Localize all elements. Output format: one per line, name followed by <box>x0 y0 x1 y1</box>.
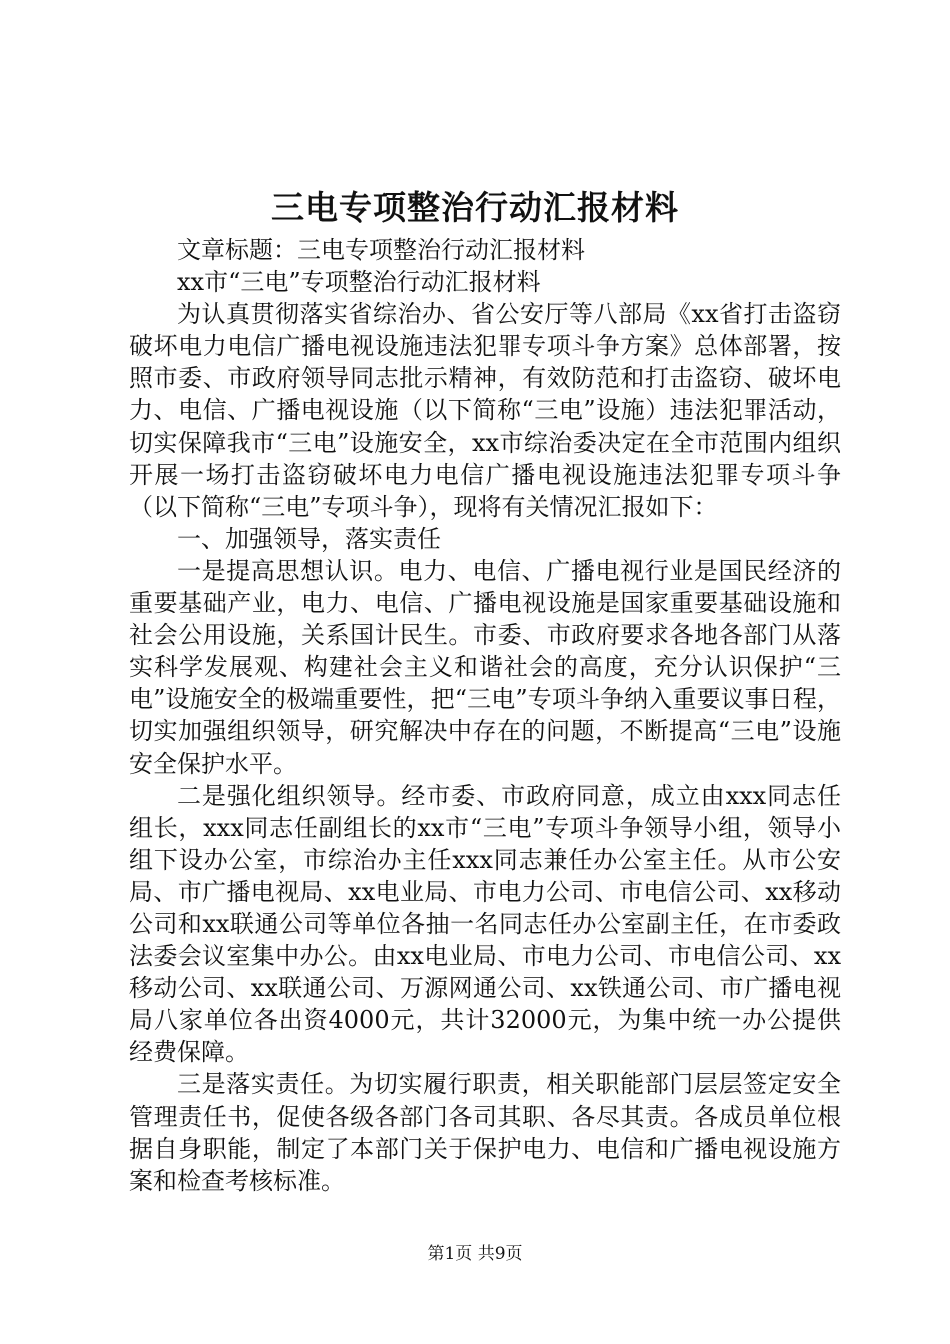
page-footer: 第1页 共9页 <box>427 1244 523 1264</box>
paragraph-point-2: 二是强化组织领导。经市委、市政府同意，成立由xxx同志任组长，xxx同志任副组长的xx市“三电”专项斗争领导小组，领导小组下设办公室，市综治办主任xxx同志兼任办公室主任。从市公安局、市广播电视局、xx电业局、市电力公司、市电信公司、xx移动公司和xx联通公司等单位各抽一名同志任办公室副主任，在市委政法委会议室集中办公。由xx电业局、市电力公司、市电信公司、xx移动公司、xx联通公司、万源网通公司、xx铁通公司、市广播电视局八家单位各出资4000元，共计32000元，为集中统一办公提供经费保障。 <box>129 781 841 1067</box>
document-title: 三电专项整治行动汇报材料 <box>271 188 679 227</box>
intro-paragraph: 为认真贯彻落实省综治办、省公安厅等八部局《xx省打击盗窃破坏电力电信广播电视设施违法犯罪专项斗争方案》总体部署，按照市委、市政府领导同志批示精神，有效防范和打击盗窃、破坏电力、电信、广播电视设施（以下简称“三电”设施）违法犯罪活动，切实保障我市“三电”设施安全，xx市综治委决定在全市范围内组织开展一场打击盗窃破坏电力电信广播电视设施违法犯罪专项斗争（以下简称“三电”专项斗争），现将有关情况汇报如下： <box>129 300 841 521</box>
paragraph-point-1: 一是提高思想认识。电力、电信、广播电视行业是国民经济的重要基础产业，电力、电信、广播电视设施是国家重要基础设施和社会公用设施，关系国计民生。市委、市政府要求各地各部门从落实科学发展观、构建社会主义和谐社会的高度，充分认识保护“三电”设施安全的极端重要性，把“三电”专项斗争纳入重要议事日程，切实加强组织领导，研究解决中存在的问题，不断提高“三电”设施安全保护水平。 <box>129 556 841 778</box>
report-heading: xx市“三电”专项整治行动汇报材料 <box>177 268 541 297</box>
paragraph-point-3: 三是落实责任。为切实履行职责，相关职能部门层层签定安全管理责任书，促使各级各部门各司其职、各尽其责。各成员单位根据自身职能，制定了本部门关于保护电力、电信和广播电视设施方案和检查考核标准。 <box>129 1070 841 1195</box>
article-title-line: 文章标题：三电专项整治行动汇报材料 <box>177 236 585 264</box>
document-body <box>129 234 841 1197</box>
section-heading-1: 一、加强领导，落实责任 <box>177 524 441 553</box>
